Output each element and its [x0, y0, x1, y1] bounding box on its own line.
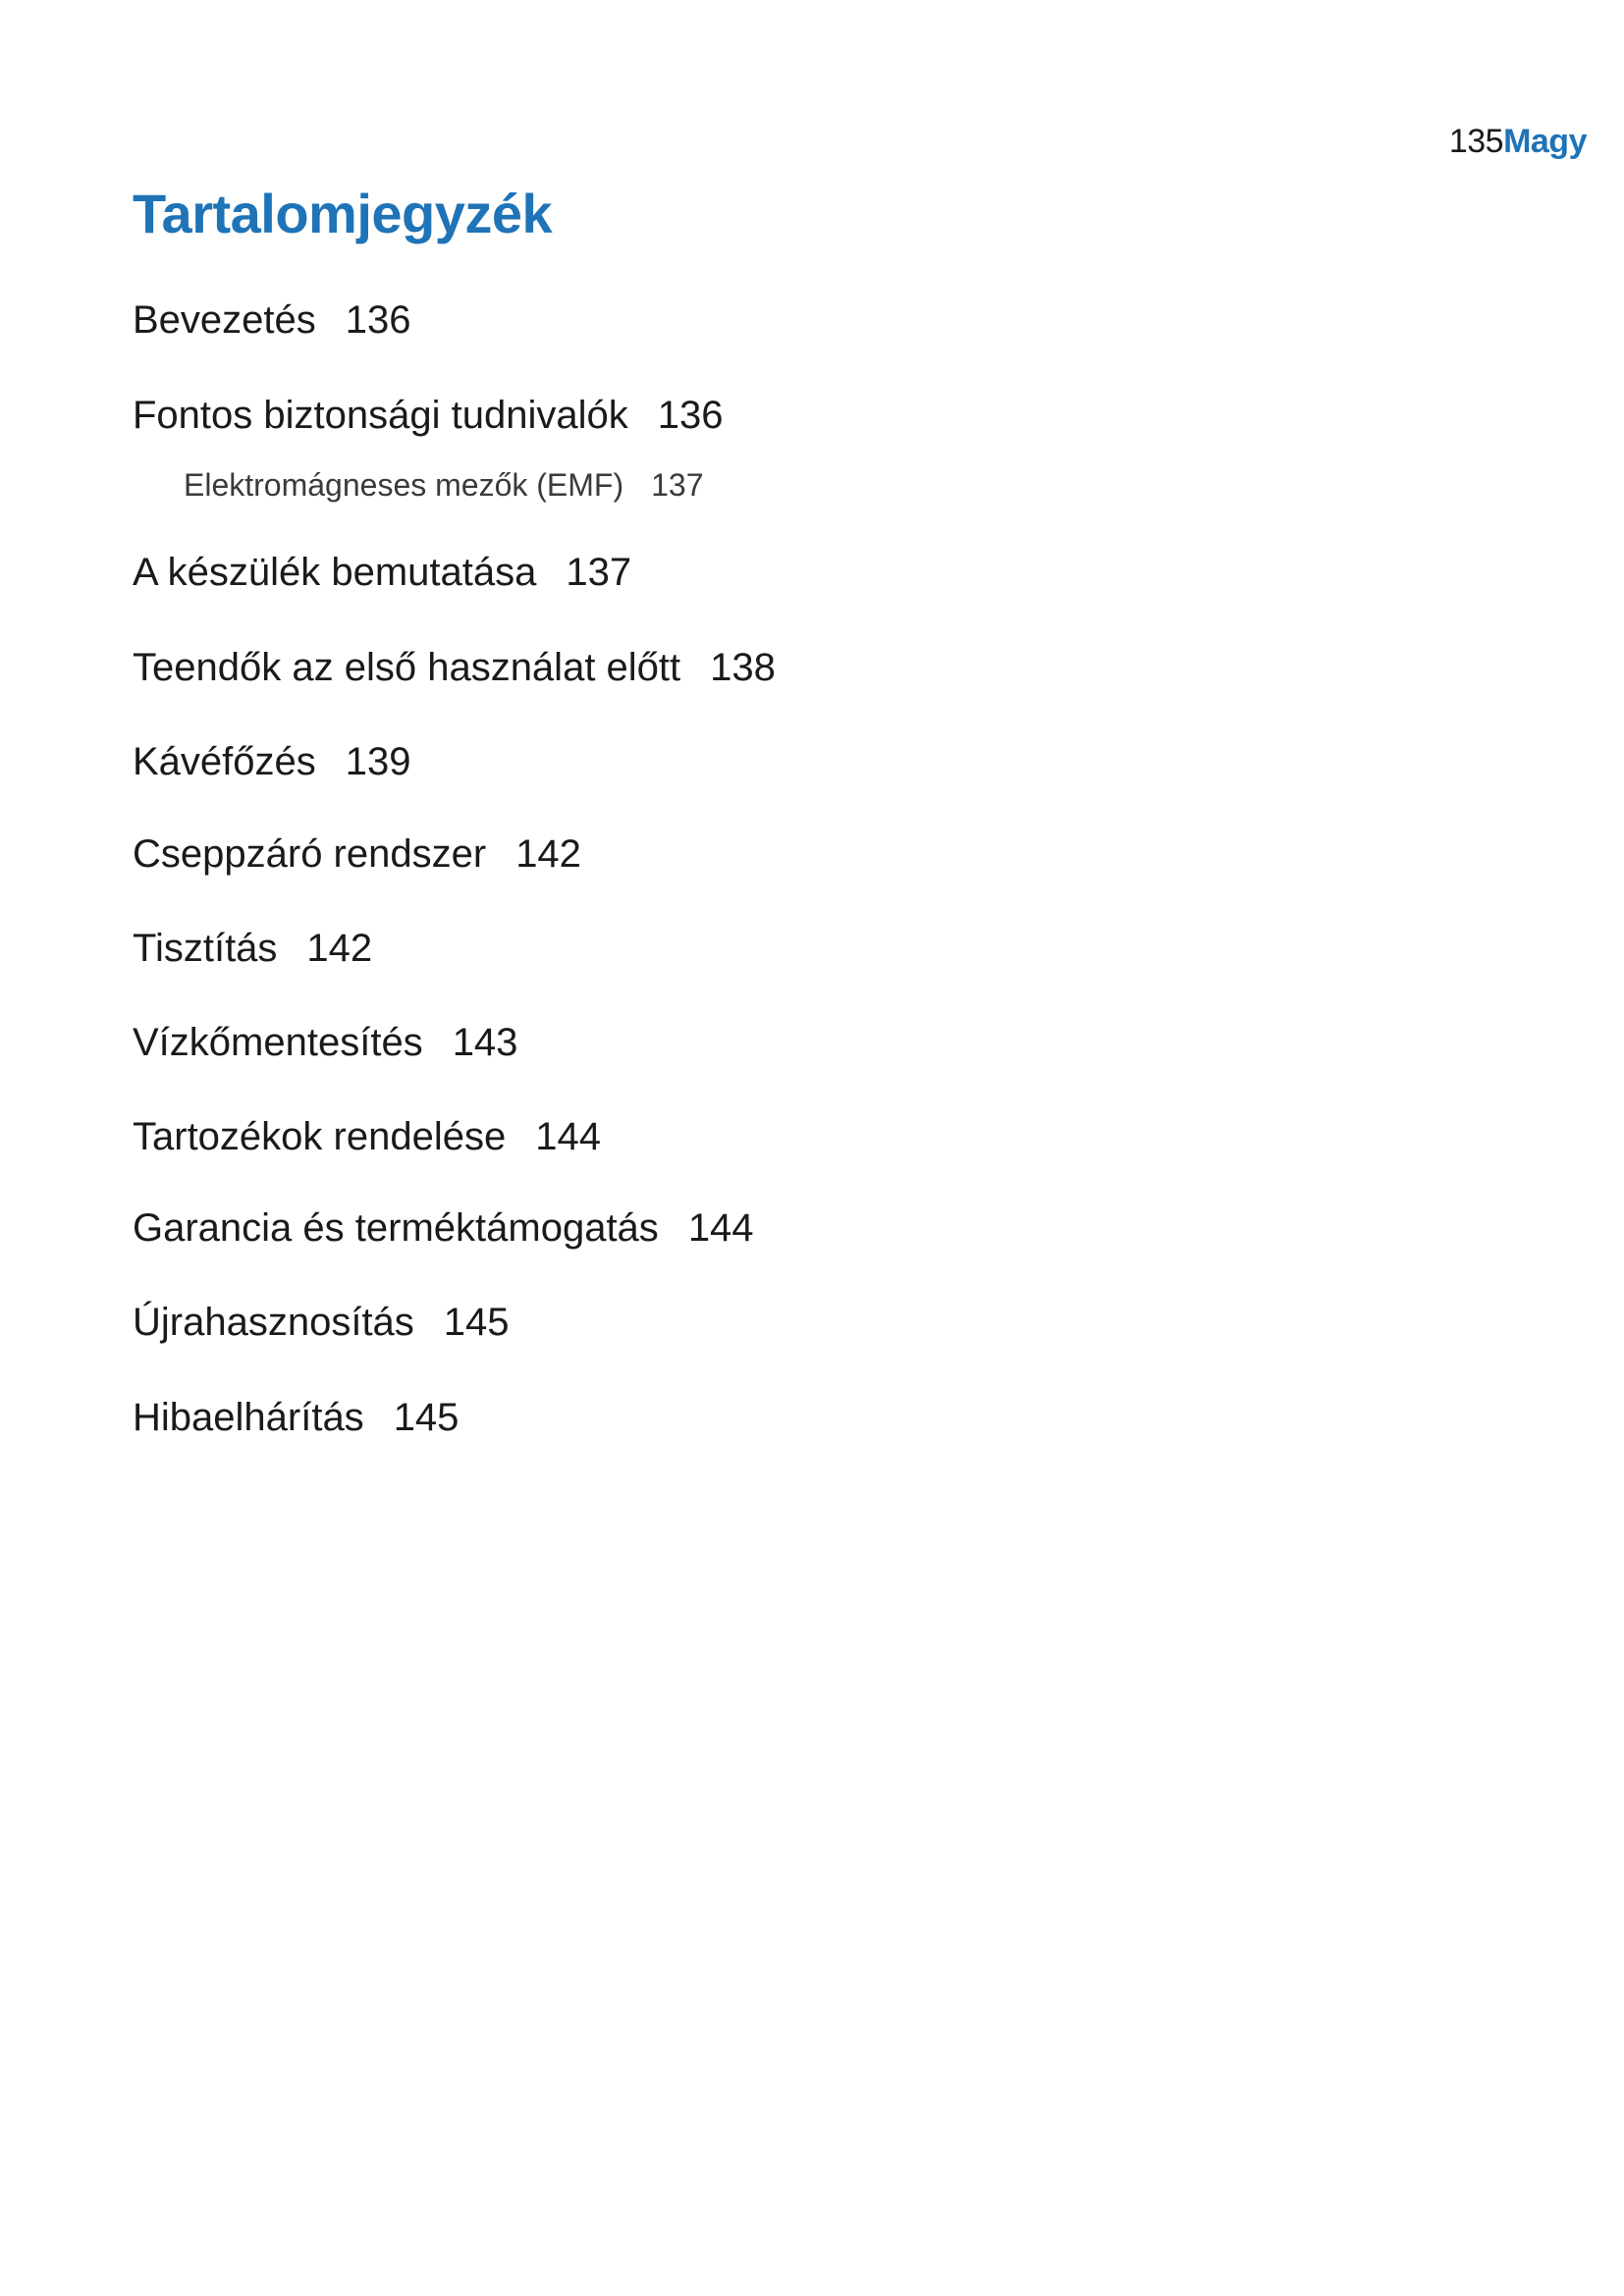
toc-entry-page: 139 — [345, 740, 411, 783]
toc-entry-label: Teendők az első használat előtt — [133, 646, 681, 689]
toc-subentry-emf[interactable] — [184, 465, 704, 505]
toc-entry-page: 145 — [443, 1301, 510, 1344]
toc-entry-label: Tartozékok rendelése — [133, 1115, 507, 1158]
page-number: 135 — [1448, 123, 1504, 160]
toc-entry-introduction[interactable] — [133, 296, 411, 344]
toc-entry-page: 145 — [393, 1396, 460, 1439]
toc-entry-accessories[interactable] — [133, 1113, 601, 1160]
toc-entry-label: Elektromágneses mezők (EMF) — [184, 467, 624, 503]
toc-entry-descaling[interactable] — [133, 1019, 517, 1066]
toc-entry-page: 144 — [535, 1115, 601, 1158]
toc-entry-label: Újrahasznosítás — [133, 1301, 414, 1344]
toc-entry-troubleshooting[interactable] — [133, 1394, 459, 1441]
language-label: Magy — [1503, 123, 1587, 160]
toc-entry-page: 137 — [566, 551, 632, 594]
toc-entry-overview[interactable] — [133, 549, 631, 596]
toc-entry-page: 142 — [306, 927, 373, 970]
page-header — [1449, 122, 1587, 161]
page-title: Tartalomjegyzék — [133, 183, 553, 244]
toc-entry-safety[interactable] — [133, 392, 724, 439]
toc-entry-page: 137 — [651, 467, 704, 503]
toc-entry-label: Tisztítás — [133, 927, 278, 970]
toc-entry-page: 136 — [345, 298, 411, 342]
toc-entry-label: Fontos biztonsági tudnivalók — [133, 394, 628, 437]
toc-entry-page: 142 — [515, 832, 581, 876]
toc-entry-recycling[interactable] — [133, 1299, 510, 1346]
toc-entry-warranty[interactable] — [133, 1204, 754, 1252]
toc-entry-drip-stop[interactable] — [133, 830, 581, 878]
toc-entry-page: 144 — [687, 1206, 754, 1250]
toc-entry-label: Cseppzáró rendszer — [133, 832, 487, 876]
toc-entry-label: Kávéfőzés — [133, 740, 316, 783]
toc-entry-label: Bevezetés — [133, 298, 316, 342]
toc-entry-page: 143 — [452, 1021, 518, 1064]
toc-entry-page: 136 — [657, 394, 724, 437]
toc-entry-before-first-use[interactable] — [133, 644, 776, 691]
toc-entry-label: Hibaelhárítás — [133, 1396, 364, 1439]
toc-entry-label: Vízkőmentesítés — [133, 1021, 423, 1064]
toc-entry-brewing[interactable] — [133, 738, 411, 785]
toc-entry-label: A készülék bemutatása — [133, 551, 537, 594]
toc-entry-page: 138 — [710, 646, 776, 689]
toc-entry-cleaning[interactable] — [133, 925, 372, 972]
toc-entry-label: Garancia és terméktámogatás — [133, 1206, 659, 1250]
